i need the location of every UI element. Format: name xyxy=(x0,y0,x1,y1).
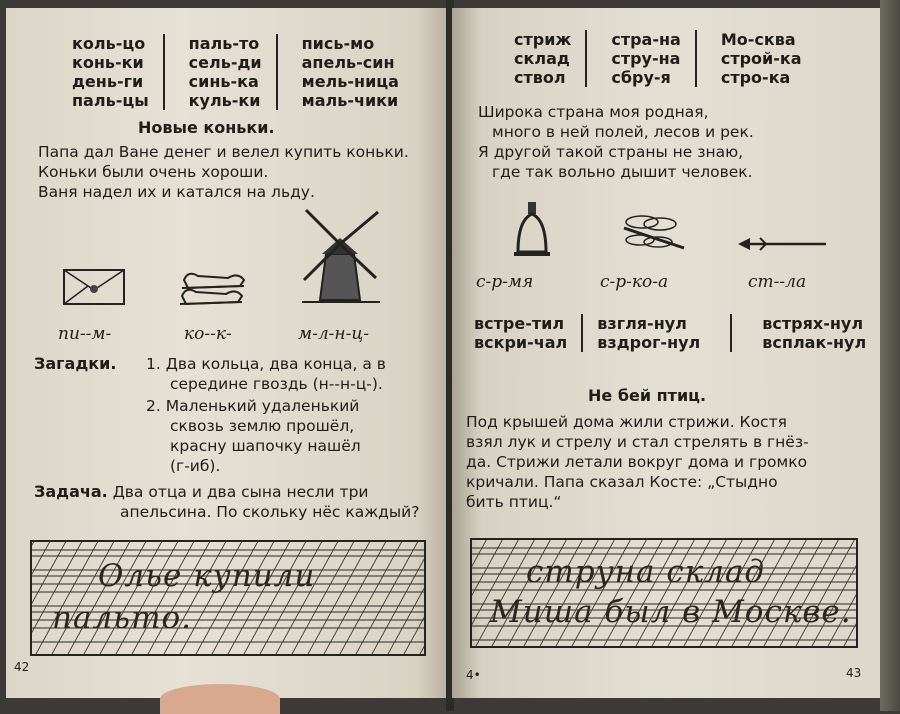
story-line: да. Стрижи летали вокруг дома и громко xyxy=(466,453,808,471)
syllable: склад xyxy=(514,49,570,68)
verb-table xyxy=(460,314,880,352)
story-title: Новые коньки. xyxy=(138,118,275,137)
story-line: кричали. Папа сказал Косте: „Стыдно xyxy=(466,473,778,491)
story-line: Под крышей дома жили стрижи. Костя xyxy=(466,413,787,431)
riddle-two xyxy=(146,396,361,476)
task-label: Задача. xyxy=(34,482,108,501)
syllable: сбру-я xyxy=(611,68,671,87)
syllable-column xyxy=(500,30,585,87)
riddle-line: красну шапочку нашёл xyxy=(170,437,361,455)
verb-column xyxy=(581,314,730,352)
handwriting-line: Олье купили xyxy=(98,558,316,594)
story-text xyxy=(466,412,809,512)
poem-line: Я другой такой страны не знаю, xyxy=(478,143,744,161)
left-page xyxy=(6,8,450,698)
verb: взгля-нул xyxy=(597,314,687,333)
syllable-column xyxy=(695,30,816,87)
story-line: Папа дал Ване денег и велел купить коньки. xyxy=(38,143,409,161)
page-mark: 4• xyxy=(466,668,481,682)
arrow-icon xyxy=(736,234,830,254)
story-line: Коньки были очень хороши. xyxy=(38,163,269,181)
task-line: апельсина. По скольку нёс каждый? xyxy=(120,503,420,521)
story-title: Не бей птиц. xyxy=(588,386,707,405)
skates-icon xyxy=(178,266,252,306)
syllable-table-left xyxy=(58,34,413,110)
syllable-column xyxy=(585,30,695,87)
syllable: стриж xyxy=(514,30,572,49)
riddle-one xyxy=(146,354,386,394)
syllable: паль-то xyxy=(188,34,260,53)
syllable-column xyxy=(163,34,276,110)
poem-line: Широка страна моя родная, xyxy=(478,103,709,121)
riddles-label xyxy=(34,354,116,374)
story-text xyxy=(38,142,409,202)
picture-hint: с-р-мя xyxy=(476,272,534,292)
syllable: коль-цо xyxy=(72,34,146,53)
poem-line: много в ней полей, лесов и рек. xyxy=(492,123,754,141)
picture-hint: пи--м- xyxy=(58,324,112,344)
syllable: стра-на xyxy=(611,30,681,49)
verb: встрях-нул xyxy=(762,314,864,333)
verb: вздрог-нул xyxy=(597,333,701,352)
syllable: стро-ка xyxy=(720,68,791,87)
picture-hint: ко--к- xyxy=(184,324,232,344)
windmill-icon xyxy=(298,204,382,308)
verb-column xyxy=(460,314,581,352)
right-page xyxy=(452,8,880,698)
stirrup-icon xyxy=(512,200,552,262)
task-text xyxy=(34,482,419,522)
dragonfly-icon xyxy=(620,214,690,258)
verb: вскри-чал xyxy=(474,333,568,352)
picture-hint: ст--ла xyxy=(748,272,807,292)
riddle-line: 2. Маленький удаленький xyxy=(146,397,360,415)
task-line: Два отца и два сына несли три xyxy=(112,483,369,501)
poem-line: где так вольно дышит человек. xyxy=(492,163,753,181)
syllable: сель-ди xyxy=(188,53,262,72)
syllable: маль-чики xyxy=(301,91,399,110)
envelope-icon xyxy=(62,266,128,308)
handwriting-line: струна склад xyxy=(526,554,766,590)
syllable: синь-ка xyxy=(188,72,259,91)
riddle-line: 1. Два кольца, два конца, а в xyxy=(146,355,386,373)
poem xyxy=(478,102,754,182)
syllable: куль-ки xyxy=(188,91,261,110)
syllable: мель-ница xyxy=(301,72,399,91)
story-line: бить птиц.“ xyxy=(466,493,562,511)
riddle-line: (г-иб). xyxy=(170,457,221,475)
handwriting-line: Миша был в Москве. xyxy=(490,594,852,630)
syllable: Мо-сква xyxy=(720,30,796,49)
syllable: ствол xyxy=(514,68,566,87)
syllable: конь-ки xyxy=(72,53,144,72)
picture-hint: с-р-ко-а xyxy=(600,272,669,292)
riddle-line: сквозь землю прошёл, xyxy=(170,417,355,435)
picture-hint: м-л-н-ц- xyxy=(298,324,369,344)
verb: встре-тил xyxy=(474,314,565,333)
syllable: паль-цы xyxy=(72,91,149,110)
handwriting-copybook xyxy=(470,538,858,648)
handwriting-copybook xyxy=(30,540,426,656)
verb: всплак-нул xyxy=(762,333,867,352)
syllable: строй-ка xyxy=(720,49,802,68)
syllable-column xyxy=(276,34,413,110)
syllable: день-ги xyxy=(72,72,144,91)
page-number: 42 xyxy=(14,660,30,674)
syllable-column xyxy=(58,34,163,110)
story-line: Ваня надел их и катался на льду. xyxy=(38,183,315,201)
riddles-label-text: Загадки. xyxy=(34,354,117,373)
story-line: взял лук и стрелу и стал стрелять в гнёз- xyxy=(466,433,809,451)
page-number: 43 xyxy=(846,666,862,680)
thumb xyxy=(160,684,280,714)
syllable: пись-мо xyxy=(301,34,375,53)
book-edge xyxy=(880,0,900,711)
handwriting-line: пальто. xyxy=(52,600,192,636)
syllable-table-right xyxy=(500,30,816,87)
syllable: стру-на xyxy=(611,49,681,68)
verb-column xyxy=(730,314,880,352)
syllable: апель-син xyxy=(301,53,395,72)
riddle-line: середине гвоздь (н--н-ц-). xyxy=(170,375,383,393)
